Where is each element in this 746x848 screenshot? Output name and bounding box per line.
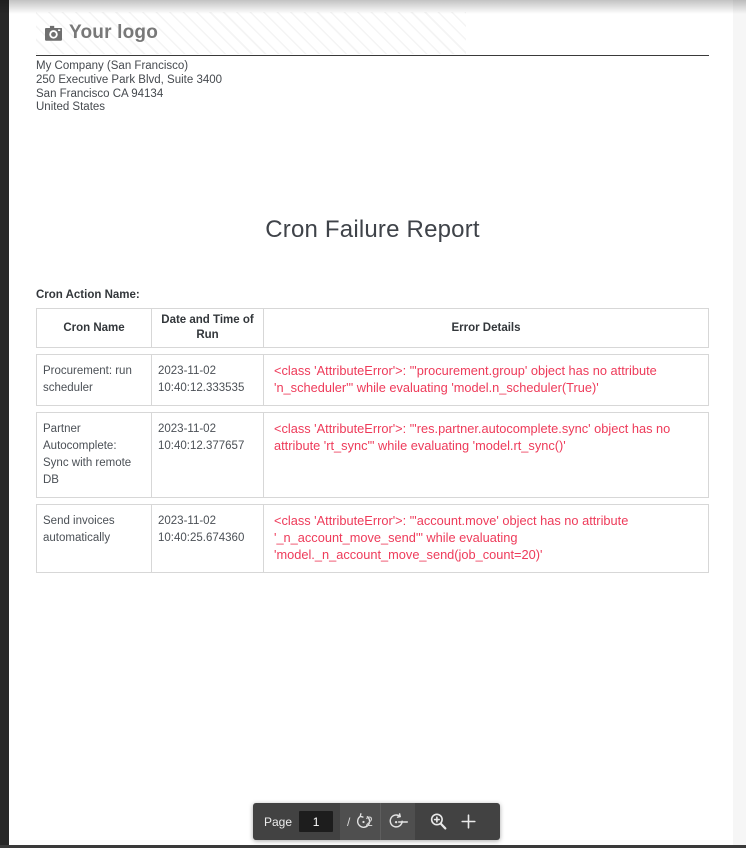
viewport-right-gutter [733,0,746,848]
table-header-row [36,308,709,348]
cell-error-details: <class 'AttributeError'>: "'procurement.group' object has no attribute 'n_scheduler'" while evaluating 'model.n_scheduler(True)' [274,363,657,396]
camera-icon [45,25,62,41]
zoom-button[interactable] [429,803,448,840]
cell-cron-name: Send invoices automatically [37,505,152,572]
cell-error-details: <class 'AttributeError'>: "'account.move' object has no attribute '_n_account_move_send'" while evaluating 'model._n_account_move_send(job_count=20)' [274,513,629,563]
header-divider [36,55,709,56]
page-separator: / [347,814,351,829]
company-logo-placeholder [36,12,466,54]
zoom-in-magnifier-icon [429,812,448,831]
company-city: San Francisco CA 94134 [36,87,164,100]
rotate-button[interactable] [381,803,415,840]
cell-cron-name: Procurement: run scheduler [37,355,152,405]
total-pages: 2 [365,814,373,829]
page-label: Page [264,814,293,829]
page-total-rotate-group[interactable] [340,803,380,840]
cell-error-details: <class 'AttributeError'>: "'res.partner.autocomplete.sync' object has no attribute 'rt_sync'" while evaluating 'model.rt_sync()' [274,421,671,454]
cron-action-name-label: Cron Action Name: [36,289,140,302]
header-error-details: Error Details [451,321,521,334]
cell-run-datetime: 2023-11-02 10:40:12.377657 [152,413,264,497]
report-title: Cron Failure Report [265,216,480,244]
company-country: United States [36,101,106,114]
pdf-page [9,0,733,848]
cell-cron-name: Partner Autocomplete: Sync with remote DB [37,413,152,497]
cell-run-datetime: 2023-11-02 10:40:25.674360 [152,505,264,572]
cell-run-datetime: 2023-11-02 10:40:12.333535 [152,355,264,405]
pdf-viewer-toolbar [253,803,500,840]
table-row [36,412,709,498]
company-street: 250 Executive Park Blvd, Suite 3400 [36,73,223,86]
zoom-in-button[interactable] [460,803,477,840]
logo-text: Your logo [69,22,159,43]
rotate-clockwise-icon [387,813,409,831]
company-name: My Company (San Francisco) [36,60,189,72]
cron-failure-table [36,308,709,573]
viewport-left-edge [0,0,9,848]
company-address-block [36,60,709,115]
plus-icon [460,813,477,830]
table-row [36,354,709,406]
header-run-datetime: Date and Time of Run [152,309,264,347]
page-number-input[interactable] [299,811,333,832]
header-cron-name: Cron Name [37,309,152,347]
table-row [36,504,709,573]
